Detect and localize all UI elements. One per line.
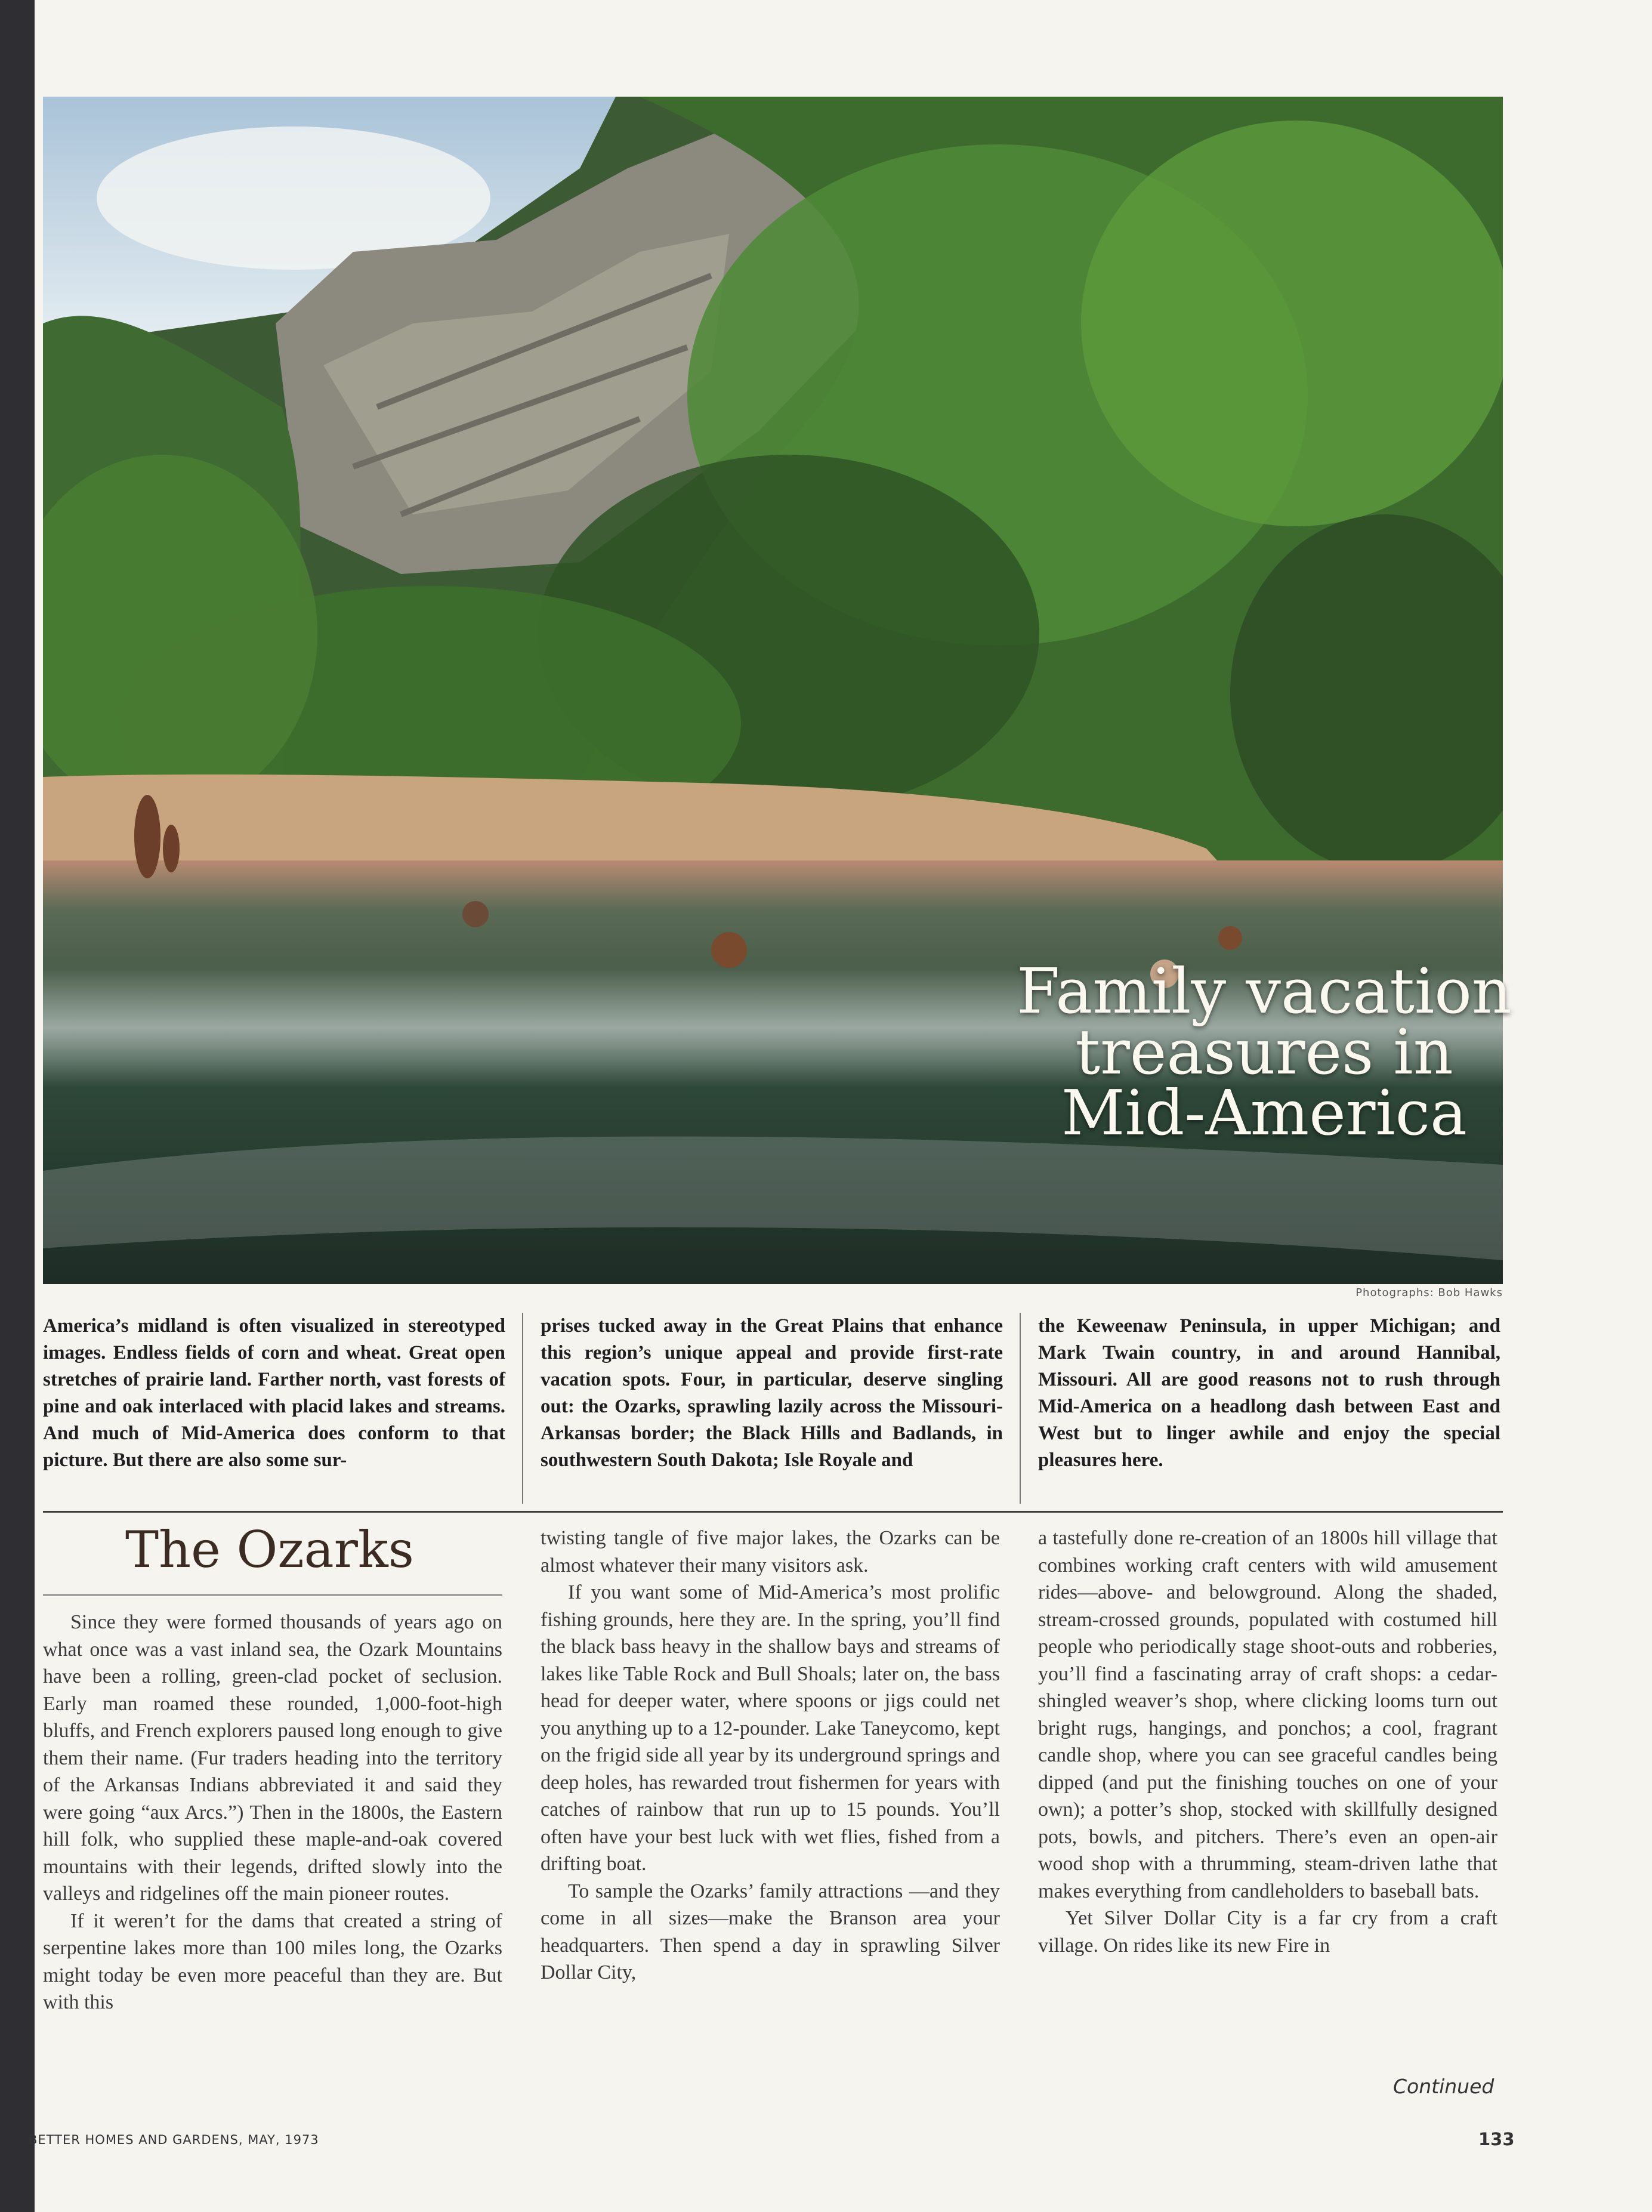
section-title: The Ozarks xyxy=(125,1520,414,1579)
paragraph: twisting tangle of five major lakes, the Ozarks can be almost whatever their many visitors ask. xyxy=(541,1527,1000,1577)
headline-line-2: treasures in xyxy=(1075,1016,1453,1088)
title-underline xyxy=(43,1594,502,1596)
body-column-3 xyxy=(1038,1525,1497,1959)
photo-credit: Photographs: Bob Hawks xyxy=(1355,1287,1503,1299)
column-rule xyxy=(1020,1313,1021,1504)
body-column-1 xyxy=(43,1609,502,2016)
page-number: 133 xyxy=(1478,2129,1515,2149)
intro-column-1: America’s midland is often visualized in stereotyped images. Endless fields of corn and wheat. Great open stretches of prairie land. Farther north, vast forests of pine and oak interlaced with placid lakes and streams. And much of Mid-America does conform to that picture. But there are also some sur- xyxy=(43,1315,505,1471)
paragraph: a tastefully done re-creation of an 1800s hill village that combines working craft centers with wild amusement rides—above- and belowground. Along the shaded, stream-crossed grounds, populated with costumed hill people who periodically stage shoot-outs and robberies, you’ll find a fascinating array of craft shops: a cedar-shingled weaver’s shop, where clicking looms turn out bright rugs, hangings, and ponchos; a cool, fragrant candle shop, where you can see graceful candles being dipped (and put the finishing touches on one of your own); a potter’s shop, stocked with skillfully designed pots, bowls, and pitchers. There’s even an open-air wood shop with a thrumming, steam-driven lathe that makes everything from candleholders to baseball bats. xyxy=(1038,1527,1497,1902)
paragraph: If you want some of Mid-America’s most prolific fishing grounds, here they are. In the spring, you’ll find the black bass heavy in the shallow bays and streams of lakes like Table Rock and Bull Shoals; later on, the bass head for deeper water, where spoons or jigs could net you anything up to a 12-pounder. Lake Taneycomo, kept on the frigid side all year by its underground springs and deep holes, has rewarded trout fishermen for years with catches of rainbow that run up to 15 pounds. You’ll often have your best luck with wet flies, fished from a drifting boat. xyxy=(541,1581,1000,1875)
intro-column-3: the Keweenaw Peninsula, in upper Michigan; and Mark Twain country, in and around Hannibal, Missouri. All are good reasons not to rush through Mid-America on a headlong dash between East and West but to linger awhile and enjoy the special pleasures here. xyxy=(1038,1315,1500,1471)
paragraph: Since they were formed thousands of years ago on what once was a vast inland sea, the Ozark Mountains have been a rolling, green-clad pocket of seclusion. Early man roamed these rounded, 1,000-foot-high bluffs, and French explorers paused long enough to give them their name. (Fur traders heading into the territory of the Arkansas Indians abbreviated it and said they were going “aux Arcs.”) Then in the 1800s, the Eastern hill folk, who supplied these maple-and-oak covered mountains with their legends, drifted slowly into the valleys and ridgelines off the main pioneer routes. xyxy=(43,1611,502,1905)
continued-label: Continued xyxy=(1393,2075,1494,2098)
column-rule xyxy=(522,1313,523,1504)
headline-line-3: Mid-America xyxy=(1061,1076,1467,1149)
paragraph: Yet Silver Dollar City is a far cry from a craft village. On rides like its new Fire in xyxy=(1038,1907,1497,1957)
article-headline xyxy=(966,955,1563,1149)
publication-footer: BETTER HOMES AND GARDENS, MAY, 1973 xyxy=(29,2133,319,2147)
paragraph: If it weren’t for the dams that created a string of serpentine lakes more than 100 miles long, the Ozarks might today be even more peaceful than they are. But with this xyxy=(43,1909,502,2013)
intro-column-2: prises tucked away in the Great Plains that enhance this region’s unique appeal and provide first-rate vacation spots. Four, in particular, deserve singling out: the Ozarks, sprawling lazily across the Missouri-Arkansas border; the Black Hills and Badlands, in southwestern South Dakota; Isle Royale and xyxy=(541,1315,1003,1471)
body-column-2 xyxy=(541,1525,1000,1986)
paragraph: To sample the Ozarks’ family attractions —and they come in all sizes—make the Branson area your headquarters. Then spend a day in sprawling Silver Dollar City, xyxy=(541,1880,1000,1983)
headline-line-1: Family vacation xyxy=(1017,955,1512,1028)
section-divider xyxy=(43,1511,1503,1513)
